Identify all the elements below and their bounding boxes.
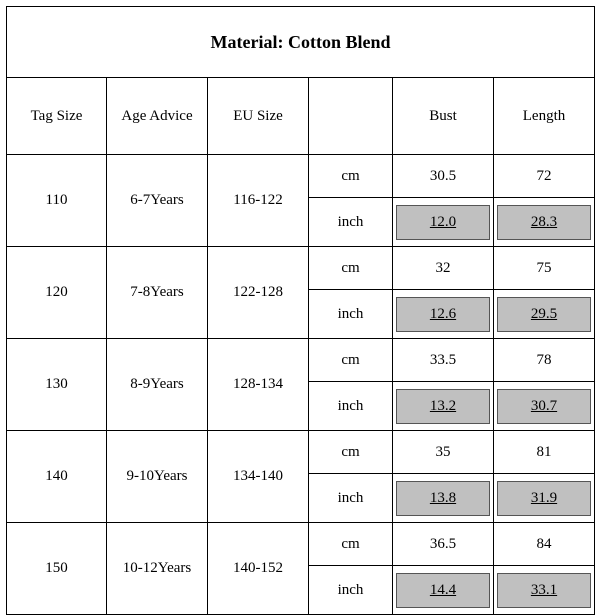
- bust-inch-cell-value: 14.4: [396, 573, 490, 608]
- tag-size-cell: 120: [7, 247, 107, 339]
- table-row: [7, 431, 595, 474]
- bust-inch-cell: [393, 198, 494, 247]
- unit-cm-cell: cm: [309, 155, 393, 198]
- bust-inch-cell-value: 13.8: [396, 481, 490, 516]
- unit-inch-cell: inch: [309, 566, 393, 615]
- bust-cm-cell: 32: [393, 247, 494, 290]
- tag-size-cell: 110: [7, 155, 107, 247]
- bust-inch-cell: [393, 382, 494, 431]
- unit-cm-cell: cm: [309, 339, 393, 382]
- bust-cm-cell: 36.5: [393, 523, 494, 566]
- age-advice-cell: 6-7Years: [107, 155, 208, 247]
- header-tag-size: Tag Size: [7, 78, 107, 155]
- header-eu-size: EU Size: [208, 78, 309, 155]
- unit-cm-cell: cm: [309, 247, 393, 290]
- tag-size-cell: 150: [7, 523, 107, 615]
- unit-inch-cell: inch: [309, 290, 393, 339]
- length-cm-cell: 72: [494, 155, 595, 198]
- table-row: [7, 339, 595, 382]
- unit-cm-cell: cm: [309, 523, 393, 566]
- unit-cm-cell: cm: [309, 431, 393, 474]
- length-inch-cell-value: 30.7: [497, 389, 591, 424]
- length-inch-cell: [494, 290, 595, 339]
- eu-size-cell: 134-140: [208, 431, 309, 523]
- length-inch-cell-value: 28.3: [497, 205, 591, 240]
- bust-inch-cell-value: 12.0: [396, 205, 490, 240]
- table-row: [7, 523, 595, 566]
- unit-inch-cell: inch: [309, 198, 393, 247]
- bust-cm-cell: 30.5: [393, 155, 494, 198]
- size-chart-table: [6, 6, 595, 615]
- length-inch-cell-value: 29.5: [497, 297, 591, 332]
- tag-size-cell: 130: [7, 339, 107, 431]
- header-unit: [309, 78, 393, 155]
- header-bust: Bust: [393, 78, 494, 155]
- age-advice-cell: 9-10Years: [107, 431, 208, 523]
- header-row: [7, 78, 595, 155]
- table-row: [7, 155, 595, 198]
- age-advice-cell: 10-12Years: [107, 523, 208, 615]
- length-inch-cell-value: 31.9: [497, 481, 591, 516]
- eu-size-cell: 122-128: [208, 247, 309, 339]
- bust-cm-cell: 35: [393, 431, 494, 474]
- tag-size-cell: 140: [7, 431, 107, 523]
- unit-inch-cell: inch: [309, 382, 393, 431]
- bust-inch-cell: [393, 290, 494, 339]
- bust-inch-cell: [393, 566, 494, 615]
- length-cm-cell: 75: [494, 247, 595, 290]
- age-advice-cell: 8-9Years: [107, 339, 208, 431]
- unit-inch-cell: inch: [309, 474, 393, 523]
- bust-inch-cell: [393, 474, 494, 523]
- length-inch-cell: [494, 198, 595, 247]
- length-cm-cell: 81: [494, 431, 595, 474]
- bust-inch-cell-value: 12.6: [396, 297, 490, 332]
- table-row: [7, 247, 595, 290]
- table-title: Material: Cotton Blend: [7, 7, 595, 78]
- eu-size-cell: 140-152: [208, 523, 309, 615]
- length-inch-cell: [494, 474, 595, 523]
- title-row: [7, 7, 595, 78]
- header-age-advice: Age Advice: [107, 78, 208, 155]
- length-inch-cell-value: 33.1: [497, 573, 591, 608]
- eu-size-cell: 116-122: [208, 155, 309, 247]
- bust-cm-cell: 33.5: [393, 339, 494, 382]
- length-inch-cell: [494, 382, 595, 431]
- age-advice-cell: 7-8Years: [107, 247, 208, 339]
- length-cm-cell: 84: [494, 523, 595, 566]
- length-cm-cell: 78: [494, 339, 595, 382]
- eu-size-cell: 128-134: [208, 339, 309, 431]
- header-length: Length: [494, 78, 595, 155]
- length-inch-cell: [494, 566, 595, 615]
- bust-inch-cell-value: 13.2: [396, 389, 490, 424]
